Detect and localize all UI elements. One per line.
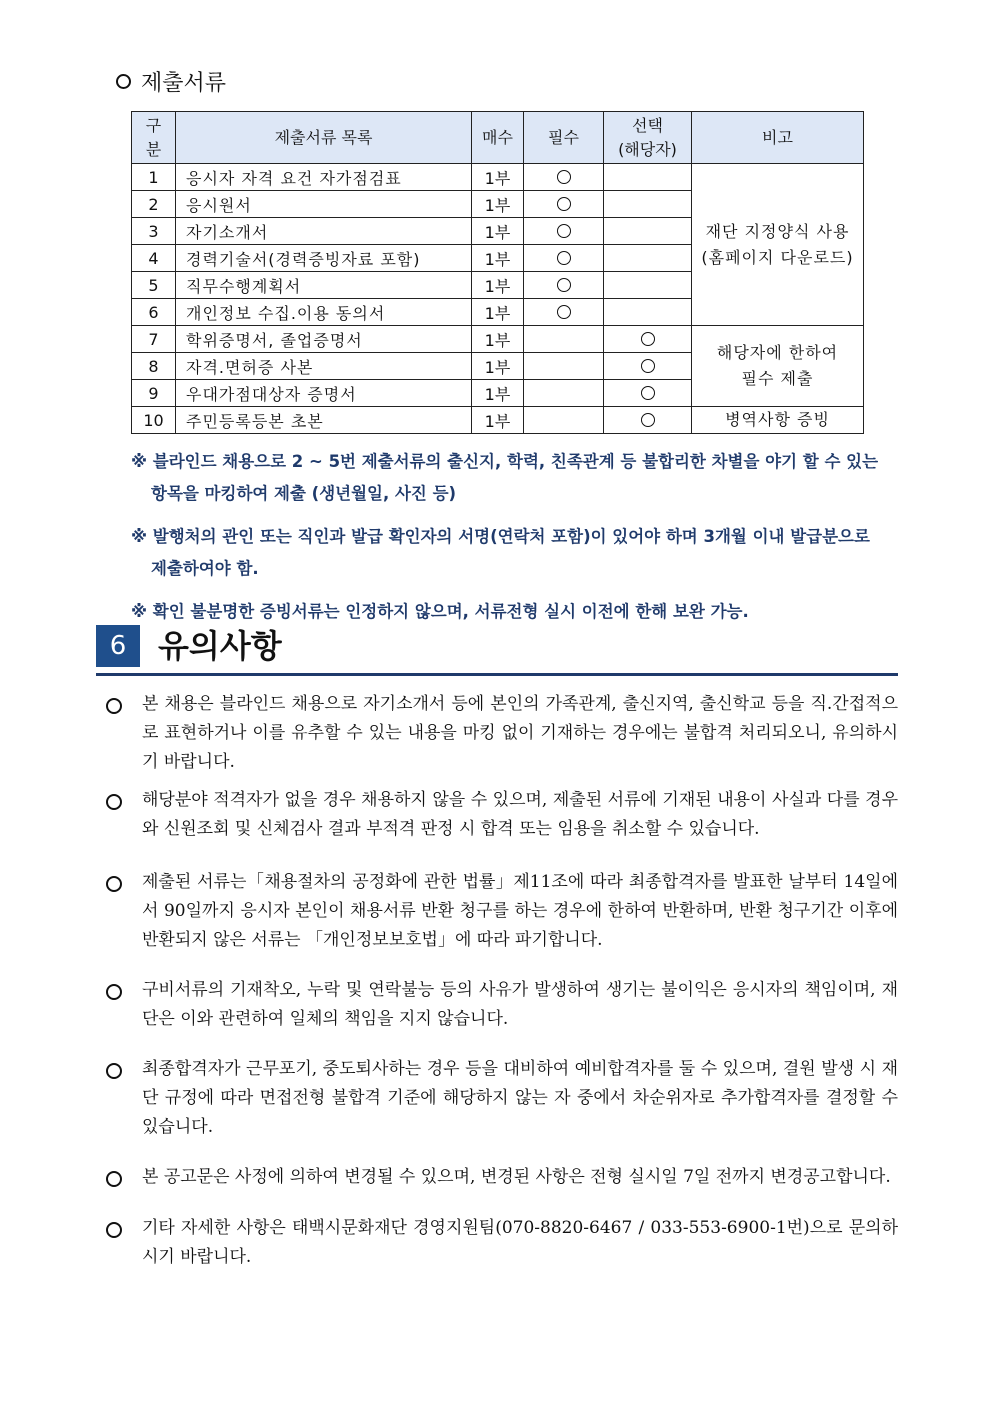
- row-number: 7: [132, 326, 176, 353]
- document-count: 1부: [472, 407, 524, 434]
- notice-item: [106, 1055, 898, 1142]
- note-1: ※ 블라인드 채용으로 2 ~ 5번 제출서류의 출신지, 학력, 친족관계 등 불합리한 차별을 야기 할 수 있는 항목을 마킹하여 제출 (생년월일, 사진 등): [131, 452, 879, 503]
- remark-if-applicable: 해당자에 한하여 필수 제출: [692, 326, 864, 407]
- document-name: 학위증명서, 졸업증명서: [176, 326, 472, 353]
- document-count: 1부: [472, 218, 524, 245]
- header-optional: 선택 (해당자): [604, 112, 692, 164]
- document-count: 1부: [472, 245, 524, 272]
- document-name: 자격.면허증 사본: [176, 353, 472, 380]
- section-heading-text: 제출서류: [141, 71, 227, 96]
- required-cell: [524, 353, 604, 380]
- document-count: 1부: [472, 326, 524, 353]
- circle-bullet-icon: [106, 698, 122, 714]
- notice-item-text: 최종합격자가 근무포기, 중도퇴사하는 경우 등을 대비하여 예비합격자를 둘 수 있으며, 결원 발생 시 재단 규정에 따라 면접전형 불합격 기준에 해당하지 않는 자 중에서 차순위자로 추가합격자를 결정할 수 있습니다.: [142, 1059, 898, 1137]
- document-count: 1부: [472, 191, 524, 218]
- notice-item-text: 본 공고문은 사정에 의하여 변경될 수 있으며, 변경된 사항은 전형 실시일 7일 전까지 변경공고합니다.: [142, 1167, 891, 1187]
- row-number: 9: [132, 380, 176, 407]
- notice-item: [106, 1214, 898, 1272]
- header-required: 필수: [524, 112, 604, 164]
- required-cell: [524, 407, 604, 434]
- required-circle-icon: [557, 278, 571, 292]
- section-6-header: [96, 625, 898, 676]
- note-3: ※ 확인 불분명한 증빙서류는 인정하지 않으며, 서류전형 실시 이전에 한해 보완 가능.: [131, 602, 749, 621]
- required-cell: [524, 380, 604, 407]
- row-number: 1: [132, 164, 176, 191]
- section-title: 유의사항: [158, 627, 282, 665]
- document-name: 경력기술서(경력증빙자료 포함): [176, 245, 472, 272]
- document-count: 1부: [472, 164, 524, 191]
- notice-item: [106, 976, 898, 1034]
- circle-bullet-icon: [106, 1222, 122, 1238]
- optional-cell: [604, 326, 692, 353]
- notice-item-text: 본 채용은 블라인드 채용으로 자기소개서 등에 본인의 가족관계, 출신지역, 출신학교 등을 직.간접적으로 표현하거나 이를 유추할 수 있는 내용을 마킹 없이 기재하는 경우에는 불합격 처리되오니, 유의하시기 바랍니다.: [142, 694, 898, 772]
- required-cell: [524, 299, 604, 326]
- table-row: [132, 164, 864, 191]
- notice-items: [106, 690, 898, 1272]
- table-row: [132, 326, 864, 353]
- documents-table: [131, 111, 864, 434]
- document-count: 1부: [472, 272, 524, 299]
- notice-item: [106, 786, 898, 844]
- optional-circle-icon: [641, 386, 655, 400]
- document-name: 자기소개서: [176, 218, 472, 245]
- required-cell: [524, 272, 604, 299]
- notice-item-text: 제출된 서류는「채용절차의 공정화에 관한 법률」제11조에 따라 최종합격자를 발표한 날부터 14일에서 90일까지 응시자 본인이 채용서류 반환 청구를 하는 경우에 한하여 반환하며, 반환 청구기간 이후에 반환되지 않은 서류는 「개인정보보호법」에 따라 파기합니다.: [142, 872, 898, 950]
- header-count: 매수: [472, 112, 524, 164]
- row-number: 8: [132, 353, 176, 380]
- circle-bullet-icon: [106, 1171, 122, 1187]
- notice-item: [106, 1163, 898, 1192]
- required-circle-icon: [557, 305, 571, 319]
- document-name: 직무수행계획서: [176, 272, 472, 299]
- required-circle-icon: [557, 251, 571, 265]
- document-name: 개인정보 수집.이용 동의서: [176, 299, 472, 326]
- circle-bullet-icon: [106, 794, 122, 810]
- header-remark: 비고: [692, 112, 864, 164]
- header-no: [132, 112, 176, 164]
- row-number: 4: [132, 245, 176, 272]
- row-number: 3: [132, 218, 176, 245]
- document-name: 주민등록등본 초본: [176, 407, 472, 434]
- optional-circle-icon: [641, 332, 655, 346]
- optional-cell: [604, 164, 692, 191]
- row-number: 2: [132, 191, 176, 218]
- notice-item: [106, 868, 898, 955]
- required-cell: [524, 191, 604, 218]
- document-count: 1부: [472, 353, 524, 380]
- required-circle-icon: [557, 224, 571, 238]
- notice-item-text: 해당분야 적격자가 없을 경우 채용하지 않을 수 있으며, 제출된 서류에 기재된 내용이 사실과 다를 경우와 신원조회 및 신체검사 결과 부적격 판정 시 합격 또는 임용을 취소할 수 있습니다.: [142, 790, 898, 839]
- optional-cell: [604, 407, 692, 434]
- optional-cell: [604, 245, 692, 272]
- circle-bullet-icon: [106, 876, 122, 892]
- required-cell: [524, 218, 604, 245]
- header-name: 제출서류 목록: [176, 112, 472, 164]
- document-count: 1부: [472, 299, 524, 326]
- circle-bullet-icon: [106, 984, 122, 1000]
- optional-cell: [604, 353, 692, 380]
- notice-item: [106, 690, 898, 777]
- remark-forms: 재단 지정양식 사용 (홈페이지 다운로드): [692, 164, 864, 326]
- required-cell: [524, 164, 604, 191]
- optional-cell: [604, 299, 692, 326]
- circle-bullet-icon: [106, 1063, 122, 1079]
- required-cell: [524, 245, 604, 272]
- document-name: 응시자 자격 요건 자가점검표: [176, 164, 472, 191]
- notice-item-text: 구비서류의 기재착오, 누락 및 연락불능 등의 사유가 발생하여 생기는 불이익은 응시자의 책임이며, 재단은 이와 관련하여 일체의 책임을 지지 않습니다.: [142, 980, 898, 1029]
- circle-bullet-icon: [116, 74, 131, 89]
- remark-military: 병역사항 증빙: [692, 407, 864, 434]
- row-number: 5: [132, 272, 176, 299]
- document-name: 우대가점대상자 증명서: [176, 380, 472, 407]
- optional-cell: [604, 380, 692, 407]
- optional-cell: [604, 191, 692, 218]
- optional-circle-icon: [641, 413, 655, 427]
- header-no-text: 구 분: [145, 115, 162, 159]
- notice-item-text: 기타 자세한 사항은 태백시문화재단 경영지원팀(070-8820-6467 / 033-553-6900-1번)으로 문의하시기 바랍니다.: [142, 1218, 898, 1267]
- notes-block: [131, 446, 891, 639]
- required-cell: [524, 326, 604, 353]
- required-circle-icon: [557, 170, 571, 184]
- row-number: 10: [132, 407, 176, 434]
- required-circle-icon: [557, 197, 571, 211]
- table-header-row: [132, 112, 864, 164]
- optional-cell: [604, 272, 692, 299]
- section-number: 6: [96, 625, 140, 667]
- table-row: [132, 407, 864, 434]
- note-2: ※ 발행처의 관인 또는 직인과 발급 확인자의 서명(연락처 포함)이 있어야 하며 3개월 이내 발급분으로 제출하여야 함.: [131, 527, 870, 578]
- optional-circle-icon: [641, 359, 655, 373]
- optional-cell: [604, 218, 692, 245]
- document-name: 응시원서: [176, 191, 472, 218]
- document-count: 1부: [472, 380, 524, 407]
- row-number: 6: [132, 299, 176, 326]
- section-heading: [116, 66, 226, 97]
